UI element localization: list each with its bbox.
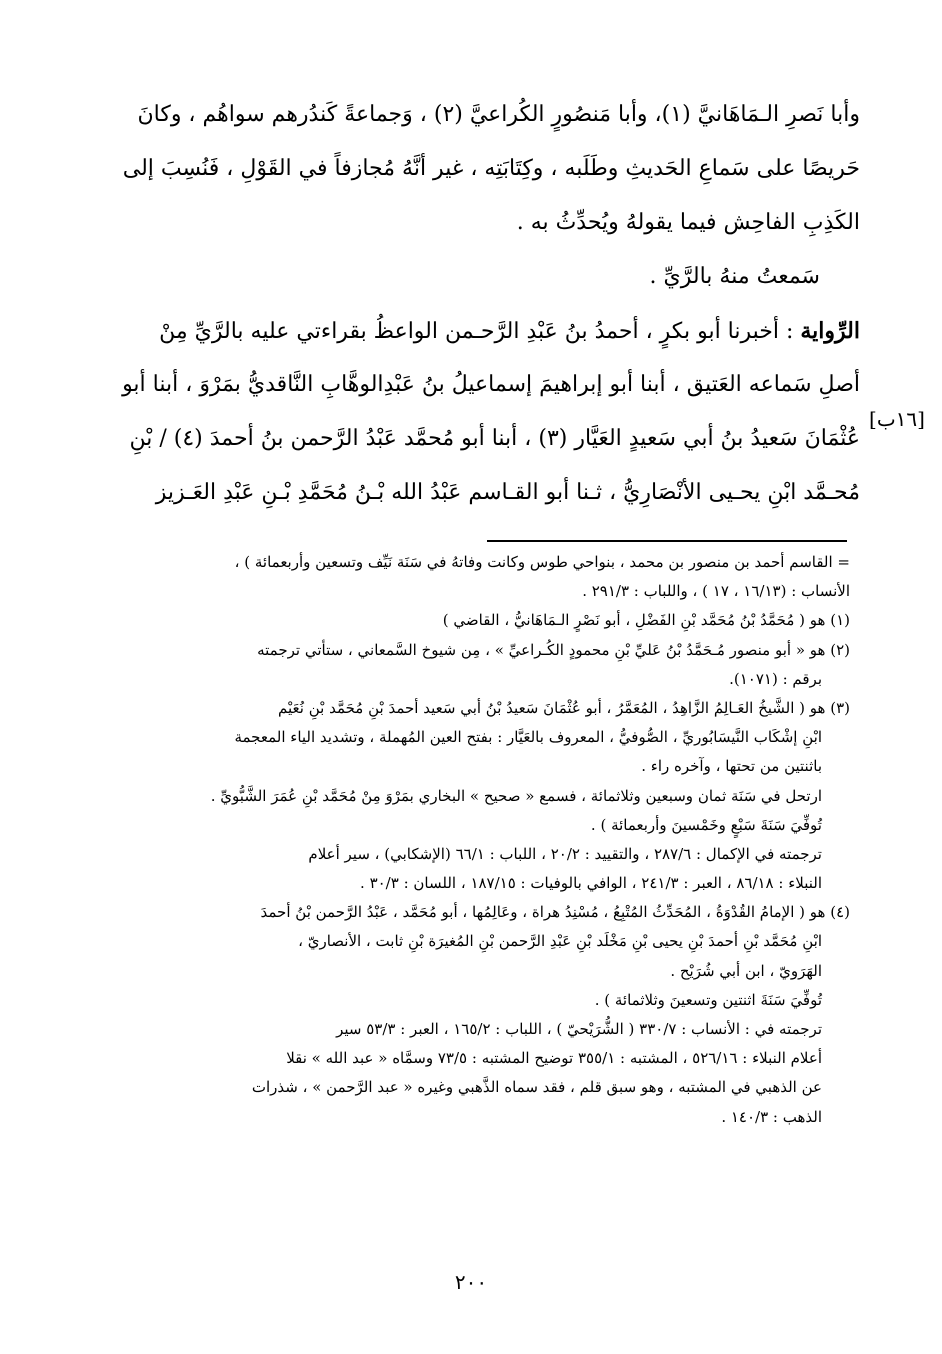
footnote-line: = القاسم أحمد بن منصور بن محمد ، بنواحي طوس وكانت وفاتهُ في سَنَة نَيِّف وتسعين وأربعمائة ) ، xyxy=(234,553,850,571)
main-line: حَريصًا على سَماعِ الحَديثِ وطَلَبه ، وكِتَابَتِه ، غير أنَّهُ مُجازفاً في القَوْلِ ، فَنُسِبَ إلى xyxy=(122,156,860,181)
main-line: سَمعتُ منهُ بالرَّيِّ . xyxy=(649,264,820,289)
footnote-2: (٢) هو « أبو منصور مُـحَمَّدُ بْنُ عَليِّ بْنِ محمودٍ الكُـراعيِّ » ، مِن شيوخ السَّمعاني ، ستأتي ترجمته xyxy=(257,640,850,659)
main-line: وأبا نَصرِ الـمَاهَانيَّ (١)، وأبا مَنصُورٍ الكُراعيَّ (٢) ، وَجماعةً كَندُرهم سواهُم ، وكانَ xyxy=(137,102,860,127)
riwaya-line xyxy=(85,304,860,358)
footnote-line: تُوفِّيَ سَنَةَ اثنتين وتسعينَ وثلاثمائة ) . xyxy=(594,990,822,1009)
main-text xyxy=(85,88,860,520)
footnotes xyxy=(80,548,850,1132)
footnote-line: عن الذهبي في المشتبه ، وهو سبق قلم ، فقد سماه الذَّهبي وغيره « عبد الرَّحمن » ، شذرات xyxy=(251,1078,822,1097)
footnote-4: (٤) هو ( الإمامُ القُدْوَةُ ، المُحَدِّثُ المُتْبِعُ ، مُسْنِدُ هراة ، وعَالِمُها ، أبو مُحَمَّد ، عَبْدُ الرَّحمن بْنُ أحمدَ xyxy=(260,903,850,922)
footnote-line: ارتحل في سَنَة ثمان وسبعين وثلاثمائة ، فسمع « صحيح » البخاري بمَرْوَ مِنْ مُحَمَّد بْنِ عُمَرَ الشَّبُّويِّ . xyxy=(210,786,822,805)
footnote-separator xyxy=(487,540,847,542)
footnote-line: باثنتين من تحتها ، وآخره راء . xyxy=(641,757,822,776)
footnote-line: النبلاء : ٨٦/١٨ ، العبر : ٢٤١/٣ ، الوافي بالوفيات : ١٨٧/١٥ ، اللسان : ٣٠/٣ . xyxy=(360,874,822,893)
footnote-line: ترجمته في الإكمال : ٢٨٧/٦ ، والتقييد : ٢٠/٢ ، اللباب : ٦٦/١ (الإشكابي) ، سير أعلام xyxy=(308,844,822,863)
footnote-line: ابْنِ مُحَمَّد بْنِ أحمدَ بْنِ يحيى بْنِ مَخْلَد بْنِ عَبْدِ الرَّحمن بْنِ المُغيرَة بْنِ ثابت ، الأنصاريّ ، xyxy=(298,932,822,951)
footnote-line: الذهب : ١٤٠/٣ . xyxy=(721,1107,822,1126)
folio-marker: [١٦ب] xyxy=(869,407,925,431)
footnote-line: أعلام النبلاء : ٥٢٦/١٦ ، المشتبه : ٣٥٥/١ توضيح المشتبه : ٧٣/٥ وسمَّاه « عبد الله » نقلا xyxy=(286,1049,822,1068)
riwaya-heading: الرِّواية xyxy=(800,318,860,344)
footnote-line: ابْنِ إشْكَاب النَّيسَابُوريِّ ، الصُّوفيُّ ، المعروف بالعَيَّار : بفتح العين المُهملة ، وتشديد الياء المعجمة xyxy=(234,728,822,747)
page-number: ٢٠٠ xyxy=(454,1270,488,1294)
footnote-line: تُوفِّيَ سَنَةَ سَبْعٍ وخَمْسينَ وأربعمائة ) . xyxy=(590,815,822,834)
main-line: عُثْمَانَ سَعيدُ بنُ أبي سَعيدٍ العَيَّار (٣) ، أبنا أبو مُحمَّد عَبْدُ الرَّحمن بنُ أحمدَ (٤) / بْنِ xyxy=(129,426,860,451)
footnote-line: برقم : (١٠٧١). xyxy=(729,669,822,688)
footnote-line: ترجمته في : الأنساب : ٣٣٠/٧ ( الشُّرَيْحيّ ) ، اللباب : ١٦٥/٢ ، العبر : ٥٣/٣ سير xyxy=(336,1020,822,1038)
riwaya-text: : أخبرنا أبو بكرٍ ، أحمدُ بنُ عَبْدِ الرَّحـمن الواعظُ بقراءتي عليه بالرَّيِّ مِنْ xyxy=(159,319,801,344)
footnote-1: (١) هو ( مُحَمَّدُ بْنُ مُحَمَّد بْنِ الفَضْلِ ، أبو نَصْرٍ الـمَاهَانيُّ ، القاضي ) xyxy=(442,611,850,630)
footnote-3: (٣) هو ( الشَّيخُ العَـالِمُ الزَّاهِدُ ، المُعَمَّرُ ، أبو عُثْمَانَ سَعيدُ بْنُ أبي سَعيد أحمدَ بْنِ مُحَمَّد بْنِ نُعَيْم xyxy=(278,698,850,717)
footnote-line: الهَرَويّ ، ابن أبي شُرَيْح . xyxy=(670,961,822,980)
footnote-line: الأنساب : (١٦/١٣ ، ١٧ ) ، واللباب : ٢٩١/٣ . xyxy=(582,582,850,601)
main-line: مُحـمَّد ابْنِ يحـيى الأنْصَارِيُّ ، ثـنا أبو القـاسم عَبْدُ الله بْـنُ مُحَمَّدِ بْـنِ عَبْدِ العَـزيز xyxy=(155,480,860,505)
main-line: الكَذِبِ الفاحِش فيما يقولهُ ويُحدِّثُ به . xyxy=(516,210,860,235)
main-line: أصلِ سَماعه العَتيق ، أبنا أبو إبراهيمَ إسماعيلُ بنُ عَبْدِالوهَّابِ النَّاقديُّ بمَرْوَ ، أبنا أبو xyxy=(122,372,860,397)
